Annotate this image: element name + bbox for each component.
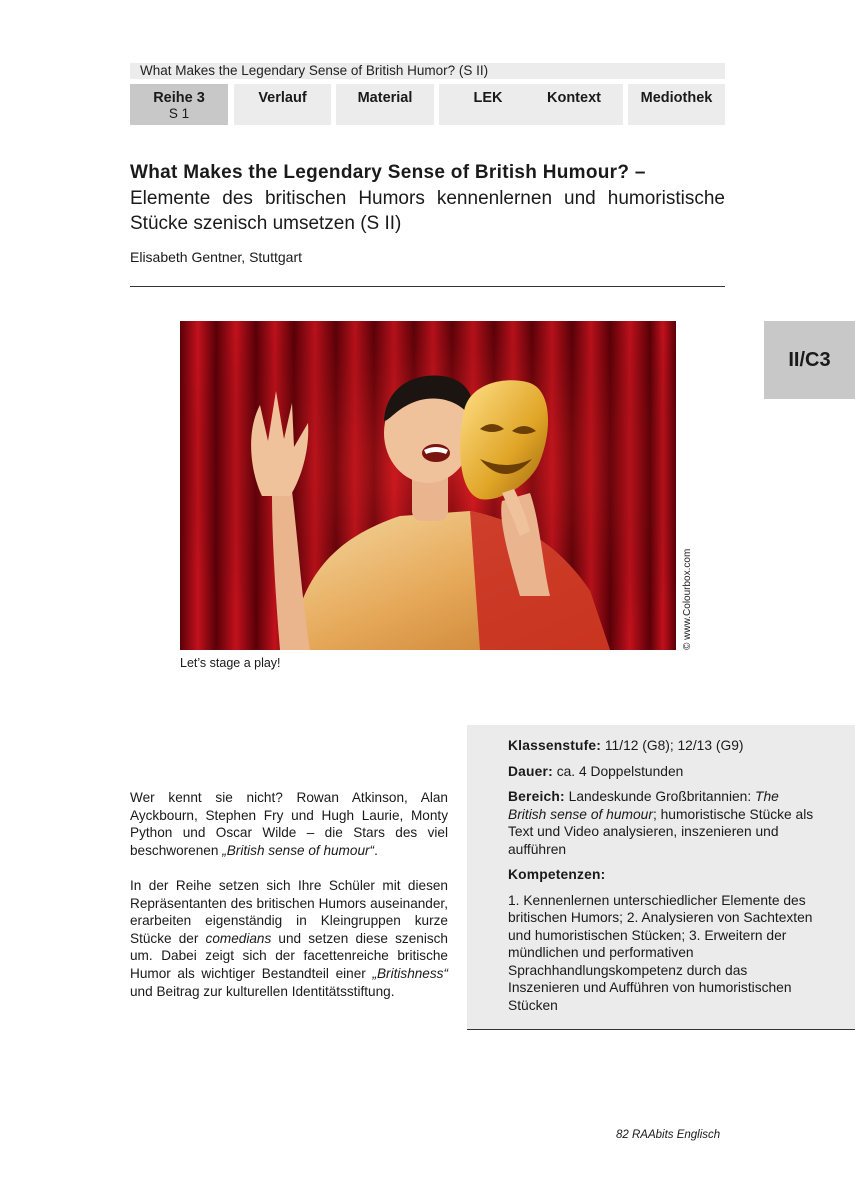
- divider: [130, 286, 725, 287]
- section-tabs: [130, 84, 725, 125]
- tab-lek[interactable]: [439, 84, 537, 125]
- tab-verlauf[interactable]: [234, 84, 331, 125]
- theater-illustration: [180, 321, 676, 650]
- intro-paragraph-1: Wer kennt sie nicht? Rowan Atkinson, Alan Ayckbourn, Stephen Fry und Hugh Laurie, Monty Python und Oscar Wilde – die Stars des viel beschworenen „British sense of humour“.: [130, 790, 448, 858]
- photo-credit: © www.Colourbox.com: [682, 548, 693, 650]
- overview-box: [467, 725, 855, 1030]
- dauer-row: Dauer: ca. 4 Doppelstunden: [508, 763, 684, 779]
- tab-kontext-label: Kontext: [547, 90, 601, 106]
- theater-photo: [180, 321, 676, 650]
- tab-reihe-label: Reihe 3: [153, 90, 205, 106]
- tab-mediothek[interactable]: [628, 84, 725, 125]
- tab-material-label: Material: [357, 90, 413, 106]
- page-title: What Makes the Legendary Sense of British Humour? –: [130, 162, 646, 183]
- tab-material[interactable]: [336, 84, 434, 125]
- tab-reihe[interactable]: [130, 84, 228, 125]
- kompetenzen-heading: Kompetenzen:: [508, 867, 606, 882]
- header-series-title: What Makes the Legendary Sense of British Humor? (S II): [130, 63, 725, 79]
- bereich-row: Bereich: Landeskunde Großbritannien: The British sense of humour; humoristische Stücke als Text und Video analysieren, inszenieren und aufführen: [508, 789, 814, 857]
- tab-mediothek-label: Mediothek: [640, 90, 713, 106]
- tab-lek-label: LEK: [473, 90, 503, 106]
- intro-paragraph-2: In der Reihe setzen sich Ihre Schüler mit diesen Repräsentanten des britischen Humors auseinander, erarbeiten eigenständig in Kleingruppen kurze Stücke der comedians und setzen diese szenisch um. Dabei zeigt sich der facettenreiche britische Humor als wichtiger Bestandteil einer „Britishness“ und Beitrag zur kulturellen Identitätsstiftung.: [130, 877, 448, 999]
- klassenstufe-row: Klassenstufe: 11/12 (G8); 12/13 (G9): [508, 738, 744, 753]
- author-line: Elisabeth Gentner, Stuttgart: [130, 249, 302, 265]
- chapter-tab: II/C3: [764, 321, 855, 399]
- tab-verlauf-label: Verlauf: [258, 90, 307, 106]
- tab-reihe-page: S 1: [168, 106, 190, 121]
- tab-kontext[interactable]: [525, 84, 623, 125]
- page-footer: 82 RAAbits Englisch: [616, 1129, 721, 1141]
- kompetenzen-text: 1. Kennenlernen unterschiedlicher Elemente des britischen Humors; 2. Analysieren von Sachtexten und humoristischen Stücken; 3. Erweitern der mündlichen und performativen Sprachhandlungskompetenz durch das Inszenieren und Aufführen von humoristischen Stücken: [508, 892, 813, 1013]
- page-subtitle: Elemente des britischen Humors kennenlernen und humoristische Stücke szenisch umsetzen (S II): [130, 188, 725, 234]
- intro-text: [130, 789, 448, 1018]
- photo-caption: Let’s stage a play!: [180, 656, 281, 670]
- title-block: [130, 160, 725, 236]
